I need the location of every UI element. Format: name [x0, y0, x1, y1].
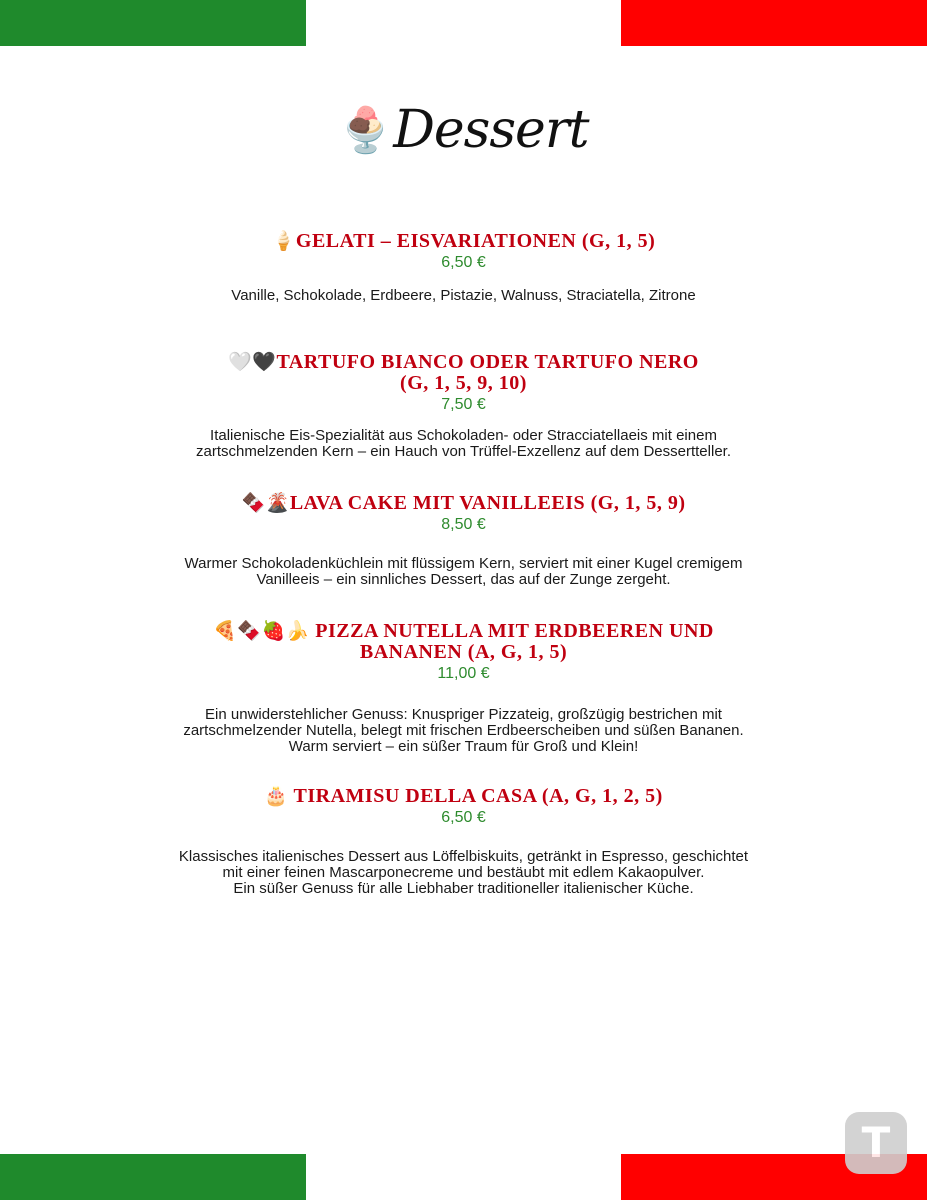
item-name: 🎂 TIRAMISU DELLA CASA (A, G, 1, 2, 5)	[264, 785, 663, 807]
page-title	[0, 100, 927, 160]
item-price: 8,50 €	[441, 516, 486, 533]
item-name: 🍕🍫🍓🍌 PIZZA NUTELLA MIT ERDBEEREN UND BANANEN (A, G, 1, 5)	[213, 620, 714, 663]
menu-item-tiramisu	[0, 786, 927, 897]
item-price: 7,50 €	[441, 396, 486, 413]
ice-cream-bowl-icon: 🍨	[338, 106, 394, 155]
birthday-cake-icon: 🎂	[264, 786, 289, 807]
item-name: 🍫🌋LAVA CAKE MIT VANILLEEIS (G, 1, 5, 9)	[241, 492, 686, 514]
item-description: Ein unwiderstehlicher Genuss: Knuspriger Pizzateig, großzügig bestrichen mit zartschmelzender Nutella, belegt mit frischen Erdbeerscheiben und süßen Bananen. Warm serviert – ein süßer Traum für Groß und Klein!	[183, 706, 744, 755]
menu-item-gelati	[0, 231, 927, 304]
app-logo-icon: T	[845, 1112, 907, 1174]
menu-item-tartufo	[0, 352, 927, 460]
menu-item-pizza-nutella	[0, 621, 927, 755]
item-price: 6,50 €	[441, 254, 486, 271]
flag-bar-top-green	[0, 0, 306, 46]
menu-item-lava-cake	[0, 493, 927, 588]
item-price: 6,50 €	[441, 809, 486, 826]
chocolate-volcano-icon: 🍫🌋	[241, 493, 290, 514]
item-name: 🤍🖤TARTUFO BIANCO ODER TARTUFO NERO (G, 1, 5, 9, 10)	[228, 351, 699, 394]
item-description: Italienische Eis-Spezialität aus Schokoladen- oder Stracciatellaeis mit einem zartschmelzenden Kern – ein Hauch von Trüffel-Exzellenz auf dem Dessertteller.	[196, 427, 731, 460]
pizza-chocolate-strawberry-banana-icon: 🍕🍫🍓🍌	[213, 621, 310, 642]
item-name: 🍦GELATI – EISVARIATIONEN (G, 1, 5)	[271, 230, 656, 252]
page-title-text: Dessert	[393, 100, 589, 160]
soft-ice-cream-icon: 🍦	[271, 231, 296, 252]
flag-bar-top-red	[621, 0, 927, 46]
flag-bar-bottom-green	[0, 1154, 306, 1200]
item-description: Warmer Schokoladenküchlein mit flüssigem Kern, serviert mit einer Kugel cremigem Vanilleeis – ein sinnliches Dessert, das auf der Zunge zergeht.	[184, 555, 743, 588]
item-description: Vanille, Schokolade, Erdbeere, Pistazie, Walnuss, Straciatella, Zitrone	[231, 287, 696, 304]
item-description: Klassisches italienisches Dessert aus Löffelbiskuits, getränkt in Espresso, geschichtet mit einer feinen Mascarponecreme und bestäubt mit edlem Kakaopulver. Ein süßer Genuss für alle Liebhaber traditioneller italienischer Küche.	[178, 848, 749, 897]
white-black-heart-icon: 🤍🖤	[228, 352, 277, 373]
item-price: 11,00 €	[437, 665, 490, 682]
